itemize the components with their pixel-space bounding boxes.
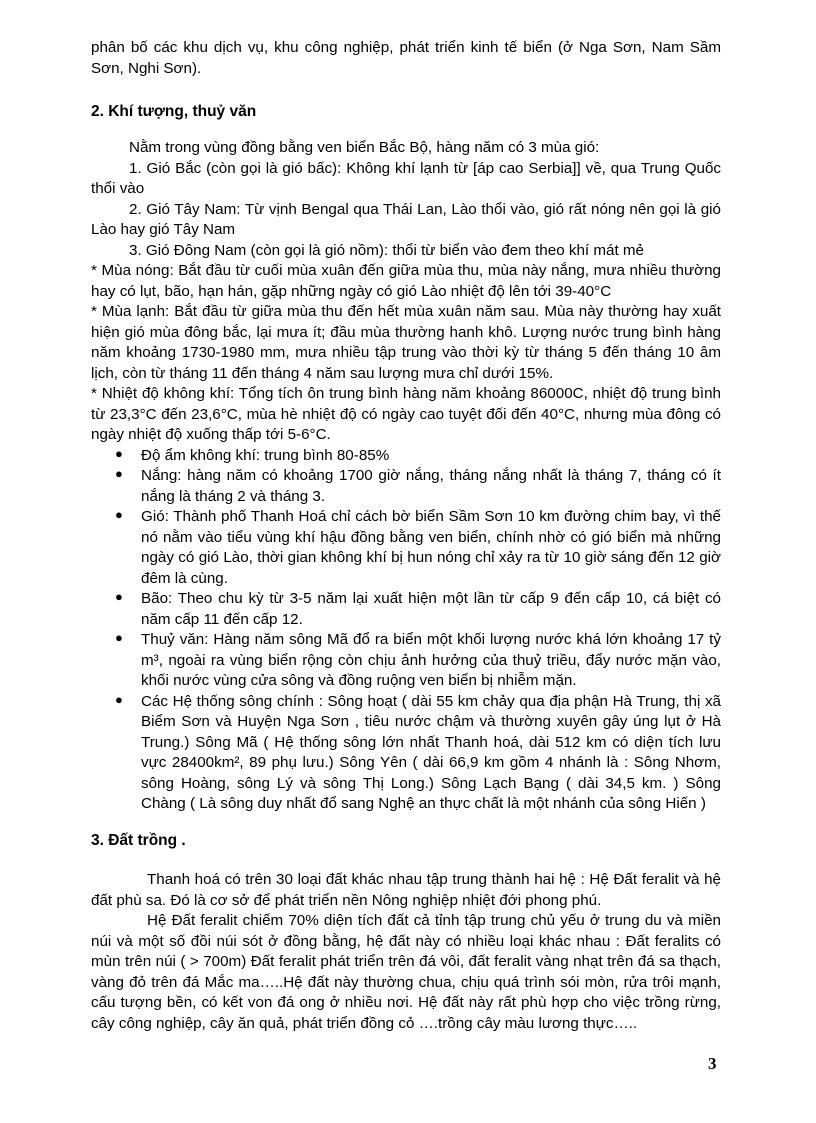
bullet-text: Gió: Thành phố Thanh Hoá chỉ cách bờ biển Sầm Sơn 10 km đường chim bay, vì thế nó nằm vào tiểu vùng khí hậu đồng bằng ven biển, chính nhờ có gió biển mà những ngày có gió Lào, thời gian không khí bị hun nóng chỉ xảy ra từ 10 giờ sáng đến 12 giờ đêm là cùng. — [141, 508, 721, 587]
section-2-body — [91, 138, 721, 815]
bullet-text: Thuỷ văn: Hàng năm sông Mã đổ ra biển một khối lượng nước khá lớn khoảng 17 tỷ m³, ngoài ra vùng biển rộng còn chịu ảnh hưởng của thuỷ triều, đẩy nước mặn vào, khối nước vùng cửa sông và đồng ruộng ven biển bị nhiễm mặn. — [141, 631, 721, 689]
section-3-heading-block — [91, 831, 721, 851]
bullet-text: Các Hệ thống sông chính : Sông hoạt ( dài 55 km chảy qua địa phận Hà Trung, thị xã Biểm Sơn và Huyện Nga Sơn , tiêu nước chậm và thường xuyên gây úng lụt ở Hà Trung.) Sông Mã ( Hệ thống sông lớn nhất Thanh hoá, dài 512 km có diện tích lưu vực 28400km², 89 phụ lưu.) Sông Yên ( dài 66,9 km gồm 4 nhánh là : Sông Nhơm, sông Hoàng, sông Lý và sông Thị Long.) Sông Lạch Bạng ( dài 34,5 km. ) Sông Chàng ( Là sông duy nhất đổ sang Nghệ an thực chất là một nhánh của sông Hiến ) — [141, 692, 721, 812]
bullet-text: Độ ẩm không khí: trung bình 80-85% — [141, 446, 390, 464]
bullet-item — [91, 446, 721, 467]
intro-paragraph-block — [91, 38, 721, 79]
bullet-dot-icon: ● — [115, 630, 123, 645]
page-number: 3 — [708, 1054, 717, 1073]
bullet-item — [91, 466, 721, 507]
bullet-dot-icon: ● — [115, 589, 123, 604]
section-3-body — [91, 870, 721, 1034]
wind-item: 3. Gió Đông Nam (còn gọi là gió nồm): thổi từ biển vào đem theo khí mát mẻ — [129, 241, 644, 259]
climate-bullet-list — [91, 446, 721, 815]
intro-paragraph: phân bố các khu dịch vụ, khu công nghiệp, phát triển kinh tế biển (ở Nga Sơn, Nam Sầm Sơn, Nghi Sơn). — [91, 39, 721, 77]
bullet-item — [91, 692, 721, 815]
season-paragraph: * Mùa nóng: Bắt đầu từ cuối mùa xuân đến giữa mùa thu, mùa này nắng, mưa nhiều thường hay có lụt, bão, hạn hán, gặp những ngày có gió Lào nhiệt độ lên tới 39-40°C — [91, 262, 721, 300]
bullet-dot-icon: ● — [115, 691, 123, 707]
soil-paragraph: Hệ Đất feralit chiếm 70% diện tích đất cả tỉnh tập trung chủ yếu ở trung du và miền núi và một số đồi núi sót ở đồng bằng, hệ đất này có nhiều loại khác nhau : Đất feralits có mùn trên núi ( > 700m) Đất feralit phát triển trên đá vôi, đất feralit vàng nhạt trên đá sa thạch, vàng đỏ trên đá Mắc ma…..Hệ đất này thường chua, chịu quá trình sói mòn, rửa trôi mạnh, cấu tượng bền, có kết von đá ong ở nhiều nơi. Hệ đất này rất phù hợp cho việc trồng rừng, cây công nghiệp, cây ăn quả, phát triển đồng cỏ ….trồng cây màu lương thực….. — [91, 912, 721, 1032]
season-paragraph: * Mùa lạnh: Bắt đầu từ giữa mùa thu đến hết mùa xuân năm sau. Mùa này thường hay xuất hiện gió mùa đông bắc, lại mưa ít; đầu mùa thường hanh khô. Lượng nước trung bình hàng năm khoảng 1730-1980 mm, mưa nhiều tập trung vào thời kỳ từ tháng 5 đến tháng 10 âm lịch, còn từ tháng 11 đến tháng 4 năm sau lượng mưa chỉ dưới 15%. — [91, 303, 721, 382]
bullet-item — [91, 507, 721, 589]
section-3-heading: 3. Đất trồng . — [91, 832, 186, 849]
season-paragraph: * Nhiệt độ không khí: Tổng tích ôn trung bình hàng năm khoảng 86000C, nhiệt độ trung bình từ 23,3°C đến 23,6°C, mùa hè nhiệt độ có ngày cao tuyệt đối đến 40°C, nhưng mùa đông có ngày nhiệt độ xuống thấp tới 5-6°C. — [91, 385, 721, 443]
wind-item: 1. Gió Bắc (còn gọi là gió bấc): Không khí lạnh từ [áp cao Serbia]] về, qua Trung Quốc thổi vào — [91, 159, 721, 197]
section-2-heading-block — [91, 102, 721, 122]
bullet-text: Bão: Theo chu kỳ từ 3-5 năm lại xuất hiện một lần từ cấp 9 đến cấp 10, cá biệt có năm cấp 11 đến cấp 12. — [141, 590, 721, 628]
bullet-item — [91, 589, 721, 630]
bullet-dot-icon: ● — [115, 466, 123, 481]
soil-paragraph: Thanh hoá có trên 30 loại đất khác nhau tập trung thành hai hệ : Hệ Đất feralit và hệ đất phù sa. Đó là cơ sở để phát triển nền Nông nghiệp nhiệt đới phong phú. — [91, 871, 721, 909]
bullet-item — [91, 630, 721, 692]
bullet-dot-icon: ● — [115, 445, 123, 461]
bullet-text: Nắng: hàng năm có khoảng 1700 giờ nắng, tháng nắng nhất là tháng 7, tháng có ít nắng là tháng 2 và tháng 3. — [141, 467, 721, 505]
section-2-intro: Nằm trong vùng đồng bằng ven biển Bắc Bộ, hàng năm có 3 mùa gió: — [129, 139, 600, 156]
section-2-heading: 2. Khí tượng, thuỷ văn — [91, 103, 257, 120]
wind-item: 2. Gió Tây Nam: Từ vịnh Bengal qua Thái Lan, Lào thổi vào, gió rất nóng nên gọi là gió Lào hay gió Tây Nam — [91, 200, 721, 238]
bullet-dot-icon: ● — [115, 507, 123, 522]
